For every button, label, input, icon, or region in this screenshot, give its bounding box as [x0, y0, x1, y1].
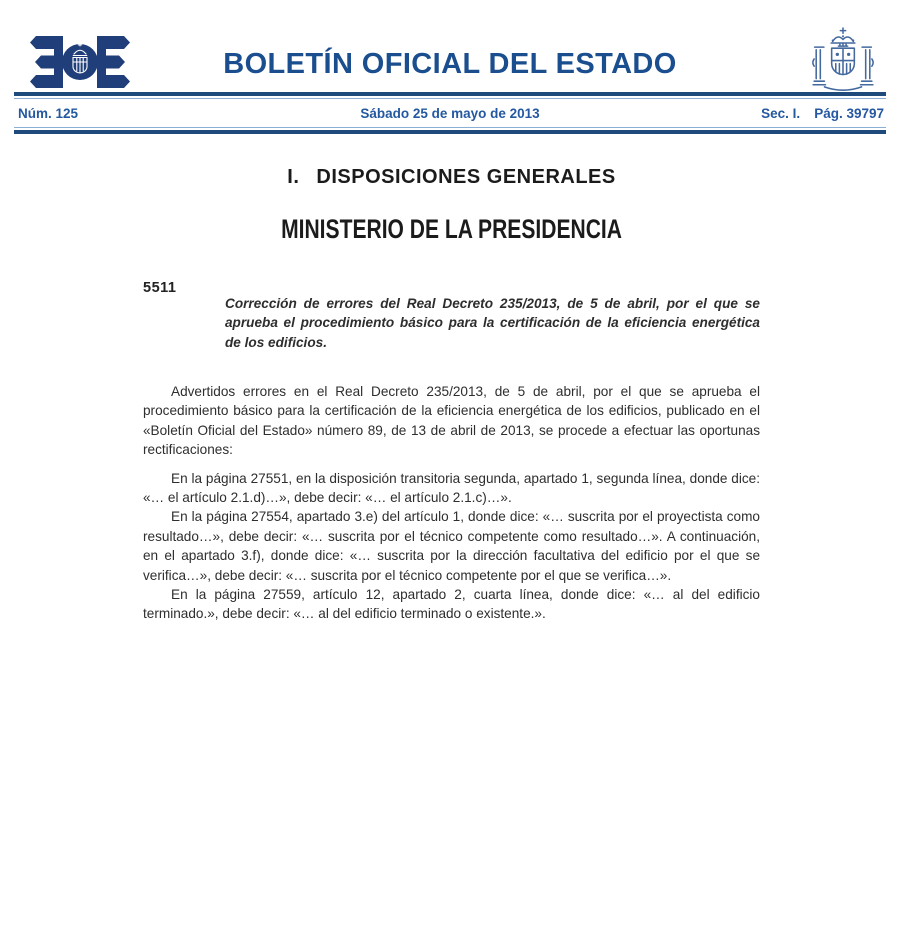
- section-label: Sec. I.: [761, 105, 801, 121]
- paragraph-rectification-1: En la página 27551, en la disposición transitoria segunda, apartado 1, segunda línea, donde dice: «… el artículo 2.1.d)…», debe decir: «… el artículo 2.1.c)…».: [143, 470, 760, 505]
- ministry-heading: [143, 214, 760, 245]
- paragraph-intro: Advertidos errores en el Real Decreto 235/2013, de 5 de abril, por el que se aprueba el procedimiento básico para la certificación de la eficiencia energética de los edificios, publicado en el «Boletín Oficial del Estado» número 89, de 13 de abril de 2013, se procede a efectuar las oportunas rectificaciones:: [143, 383, 760, 458]
- header-rule-bottom: [14, 127, 886, 134]
- spain-coat-of-arms-icon: [812, 26, 874, 92]
- issue-number: Núm. 125: [18, 105, 79, 121]
- document-body: [0, 166, 900, 624]
- meta-bar: [14, 99, 886, 127]
- issue-date: Sábado 25 de mayo de 2013: [360, 105, 540, 121]
- masthead-title: BOLETÍN OFICIAL DEL ESTADO: [223, 48, 677, 80]
- item-number: 5511: [143, 280, 177, 296]
- header-rule-top: [14, 92, 886, 99]
- section-heading: [143, 166, 760, 189]
- boe-logo-icon: [30, 36, 130, 88]
- masthead: [0, 0, 900, 92]
- section-numeral: I.: [287, 166, 300, 188]
- paragraph-rectification-3: En la página 27559, artículo 12, apartado 2, cuarta línea, donde dice: «… al del edificio terminado.», debe decir: «… al del edificio terminado o existente.».: [143, 587, 760, 622]
- ministry-heading-text: MINISTERIO DE LA PRESIDENCIA: [281, 214, 622, 244]
- item-summary: Corrección de errores del Real Decreto 235/2013, de 5 de abril, por el que se aprueba el procedimiento básico para la certificación de la eficiencia energética de los edificios.: [225, 295, 760, 350]
- paragraph-rectification-2: En la página 27554, apartado 3.e) del artículo 1, donde dice: «… suscrita por el proyectista como resultado…», debe decir: «… suscrita por el técnico competente como resultado…». A continuación, en el apartado 3.f), donde dice: «… suscrita por la dirección facultativa del edificio por el que se verifica…», debe decir: «… suscrita por el técnico competente por el que se verifica…».: [143, 509, 760, 583]
- page-number: Pág. 39797: [814, 105, 884, 121]
- section-label-text: DISPOSICIONES GENERALES: [316, 166, 616, 188]
- gazette-item: [143, 280, 760, 366]
